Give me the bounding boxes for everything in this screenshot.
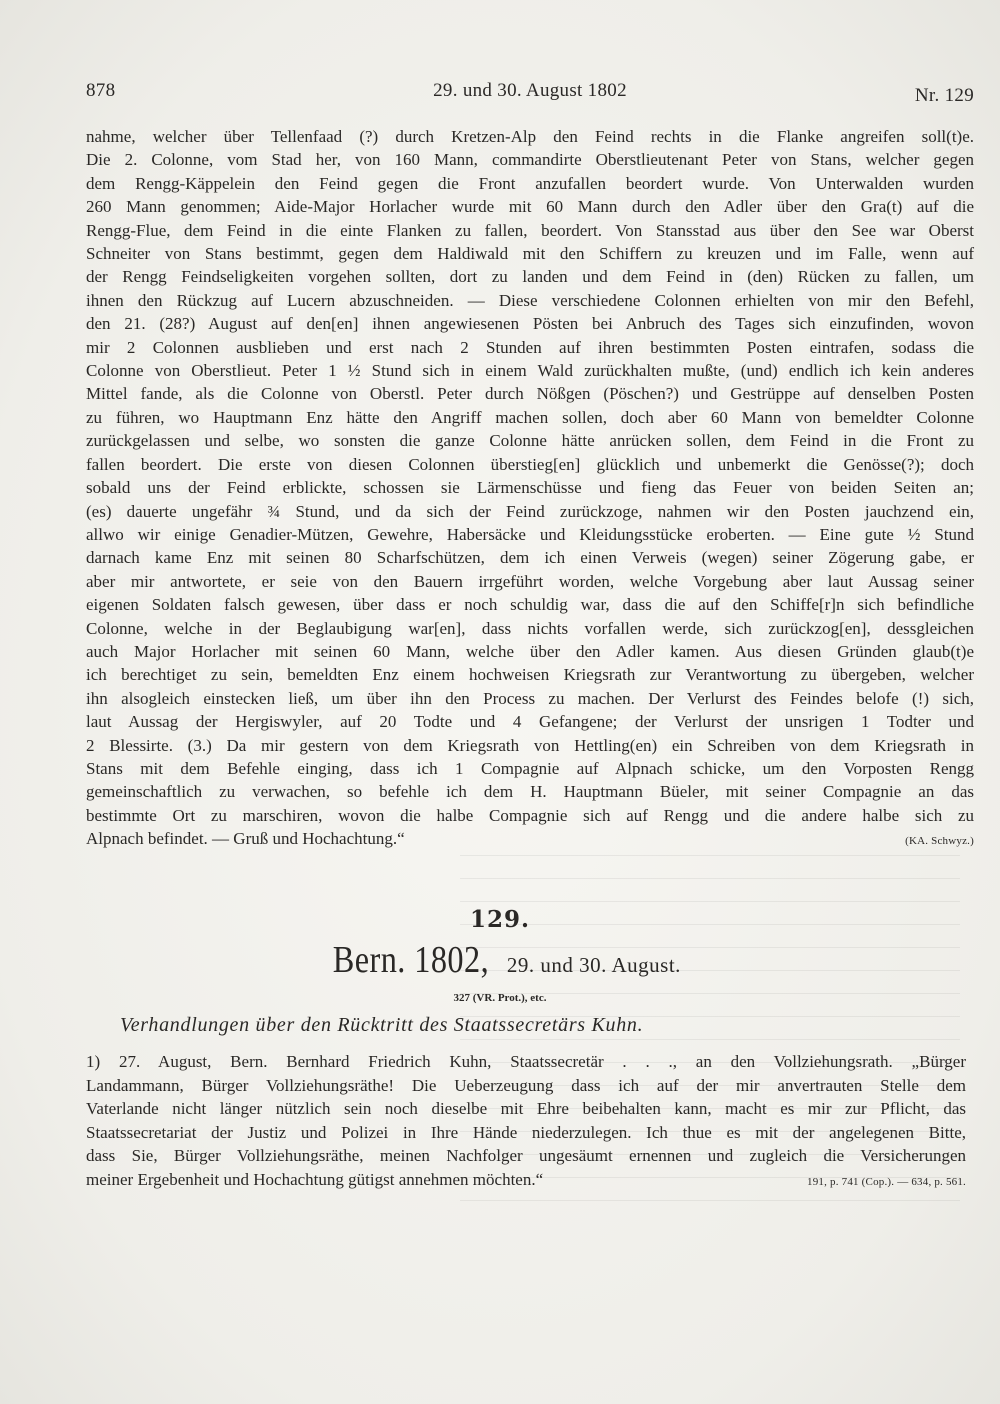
text-line: zu führen, wo Hauptmann Enz hätte den Angriff machen sollen, doch aber 60 Mann von bemeldter Colonne	[86, 407, 974, 427]
document-subject: Verhandlungen über den Rücktritt des Staatssecretärs Kuhn.	[120, 1014, 644, 1036]
text-line-final: Alpnach befindet. — Gruß und Hochachtung.“	[86, 829, 405, 849]
text-line: ich berechtiget zu sein, bemeldten Enz einem hochweisen Kriegsrath zur Verantwortung zu übergeben, welcher	[86, 665, 974, 685]
document-128-text	[86, 125, 974, 854]
text-line: mir 2 Colonnen ausblieben und erst nach 2 Stunden auf ihren bestimmten Posten eintrafen, sodass die	[86, 337, 974, 357]
text-line: darnach kame Enz mit seinen 80 Scharfschützen, dem ich einen Verweis (wegen) seiner Zögerung gabe, er	[86, 548, 974, 568]
source-citation: (KA. Schwyz.)	[905, 835, 974, 848]
text-line: dem Rengg-Käppelein den Feind gegen die Front anzufallen beordert wurde. Von Unterwalden wurden	[86, 173, 974, 193]
text-line: Stans mit dem Befehle einging, dass ich 1 Compagnie auf Alpnach schicke, um den Vorposten Rengg	[86, 758, 974, 778]
text-line: (es) dauerte ungefähr ¾ Stund, und da sich der Feind zurückzoge, nahmen wir den Posten jauchzend ein,	[86, 501, 974, 521]
document-dates: 29. und 30. August.	[506, 953, 681, 977]
text-line: zurückgelassen und selbe, wo sonsten die ganze Colonne hätte anrücken sollen, dem Feind in die Front zu	[86, 431, 974, 451]
text-line: auch Major Horlacher mit seinen 60 Mann, welche über den Adler kamen. Aus diesen Gründen glaub(t)e	[86, 641, 974, 661]
text-line: ihnen den Rückzug auf Lucern abzuschneiden. — Diese verschiedene Colonnen erhielten von mir den Befehl,	[86, 290, 974, 310]
text-line: eigenen Soldaten falsch gewesen, über dass er noch schuldig war, dass die auf den Schiffe[r]n sich befindliche	[86, 595, 974, 615]
archive-reference: 327 (VR. Prot.), etc.	[453, 992, 547, 1004]
text-line: Landammann, Bürger Vollziehungsräthe! Die Ueberzeugung dass ich auf der mir anvertrauten Stelle dem	[86, 1075, 966, 1095]
text-line: Rengg-Flue, dem Feind in die einte Flanken zu fallen, beordert. Von Stansstad aus über den See war Oberst	[86, 220, 974, 240]
header-date: 29. und 30. August 1802	[433, 80, 627, 101]
text-line: gemeinschaftlich zu verwachen, so befehle ich dem H. Hauptmann Büeler, mit seiner Compagnie an das	[86, 782, 974, 802]
text-line: Colonne, welche in der Beglaubigung war[en], dass nichts vorfallen werde, sich zurückzog[en], dessgleichen	[86, 618, 974, 638]
document-number-header: Nr. 129	[914, 85, 974, 106]
text-line: allwo wir einige Genadier-Mützen, Gewehre, Habersäcke und Kleidungsstücke eroberten. — Eine gute ½ Stund	[86, 524, 974, 544]
text-line: bestimmte Ort zu marschiren, wovon die halbe Compagnie sich auf Rengg und die andere halbe sich zu	[86, 805, 974, 825]
text-line: Vaterlande nicht länger nützlich sein noch dieselbe mit Ehre beibehalten kann, macht es mir zur Pflicht, das	[86, 1099, 966, 1119]
text-line-final: meiner Ergebenheit und Hochachtung gütigst annehmen möchten.“	[86, 1169, 544, 1189]
text-line: 2 Blessirte. (3.) Da mir gestern von dem Kriegsrath von Hettling(en) ein Schreiben von dem Kriegsrath in	[86, 735, 974, 755]
text-line: laut Aussag der Hergiswyler, auf 20 Todte und 4 Gefangene; der Verlurst der unsrigen 1 Todter und	[86, 712, 974, 732]
document-129-text	[86, 1050, 966, 1195]
text-line: Die 2. Colonne, vom Stad her, von 160 Mann, commandirte Oberstlieutenant Peter von Stans, welcher gegen	[86, 150, 974, 170]
text-line: 1) 27. August, Bern. Bernhard Friedrich Kuhn, Staatssecretär . . ., an den Vollziehungsrath. „Bürger	[86, 1052, 966, 1071]
place-year: Bern. 1802,	[332, 939, 490, 981]
text-line: Staatssecretariat der Justiz und Polizei in Ihre Hände niederzulegen. Ich thue es mit der angelegenen Bitte,	[86, 1122, 966, 1142]
text-line: Schneiter von Stans bestimmt, gegen dem Haldiwald mit den Schiffern zu kreuzen und im Falle, wenn auf	[86, 244, 974, 264]
text-line: aber mir antwortete, er seie von den Bauern irrgeführt worden, welche Vorgebung aber laut Aussag seiner	[86, 571, 974, 591]
text-line: nahme, welcher über Tellenfaad (?) durch Kretzen-Alp den Feind rechts in die Flanke angreifen soll(t)e.	[86, 127, 974, 146]
text-line: den 21. (28?) August auf den[en] ihnen angewiesenen Pösten bei Anbruch des Tages sich einzufinden, wovon	[86, 314, 974, 334]
source-citation: 191, p. 741 (Cop.). — 634, p. 561.	[807, 1175, 966, 1188]
closing-line	[86, 827, 974, 853]
text-line: 260 Mann genommen; Aide-Major Horlacher wurde mit 60 Mann durch den Adler über den Gra(t) auf die	[86, 197, 974, 217]
page-number: 878	[86, 80, 116, 101]
text-line: fallen beordert. Die erste von diesen Colonnen überstieg[en] glücklich und unbemerkt die Genösse(?); doch	[86, 454, 974, 474]
document-title	[0, 938, 1000, 982]
text-line: dass Sie, Bürger Vollziehungsräthe, meinen Nachfolger ungesäumt ernennen und zugleich die Versicherungen	[86, 1146, 966, 1166]
text-line: ihn alsogleich einstecken ließ, um über ihn den Process zu machen. Der Verlurst des Feindes belofe (!) sich,	[86, 688, 974, 708]
text-line: der Rengg Feindseligkeiten vorgehen sollten, dort zu landen und dem Feind in (den) Rücken zu fallen, um	[86, 267, 974, 287]
running-header	[86, 80, 974, 110]
text-line: Mittel fande, als die Colonne von Oberstl. Peter durch Nößgen (Pöschen?) und Gestrüppe auf denselben Posten	[86, 384, 974, 404]
document-number-heading: 129.	[469, 906, 531, 933]
text-line: sobald uns der Feind erblickte, schossen sie Lärmenschüsse und fieng das Feuer von beiden Seiten an;	[86, 478, 974, 498]
closing-line	[86, 1168, 966, 1195]
text-line: Colonne von Oberstlieut. Peter 1 ½ Stund sich in einem Wald zurückhalten mußte, (und) endlich ich kein anderes	[86, 361, 974, 381]
